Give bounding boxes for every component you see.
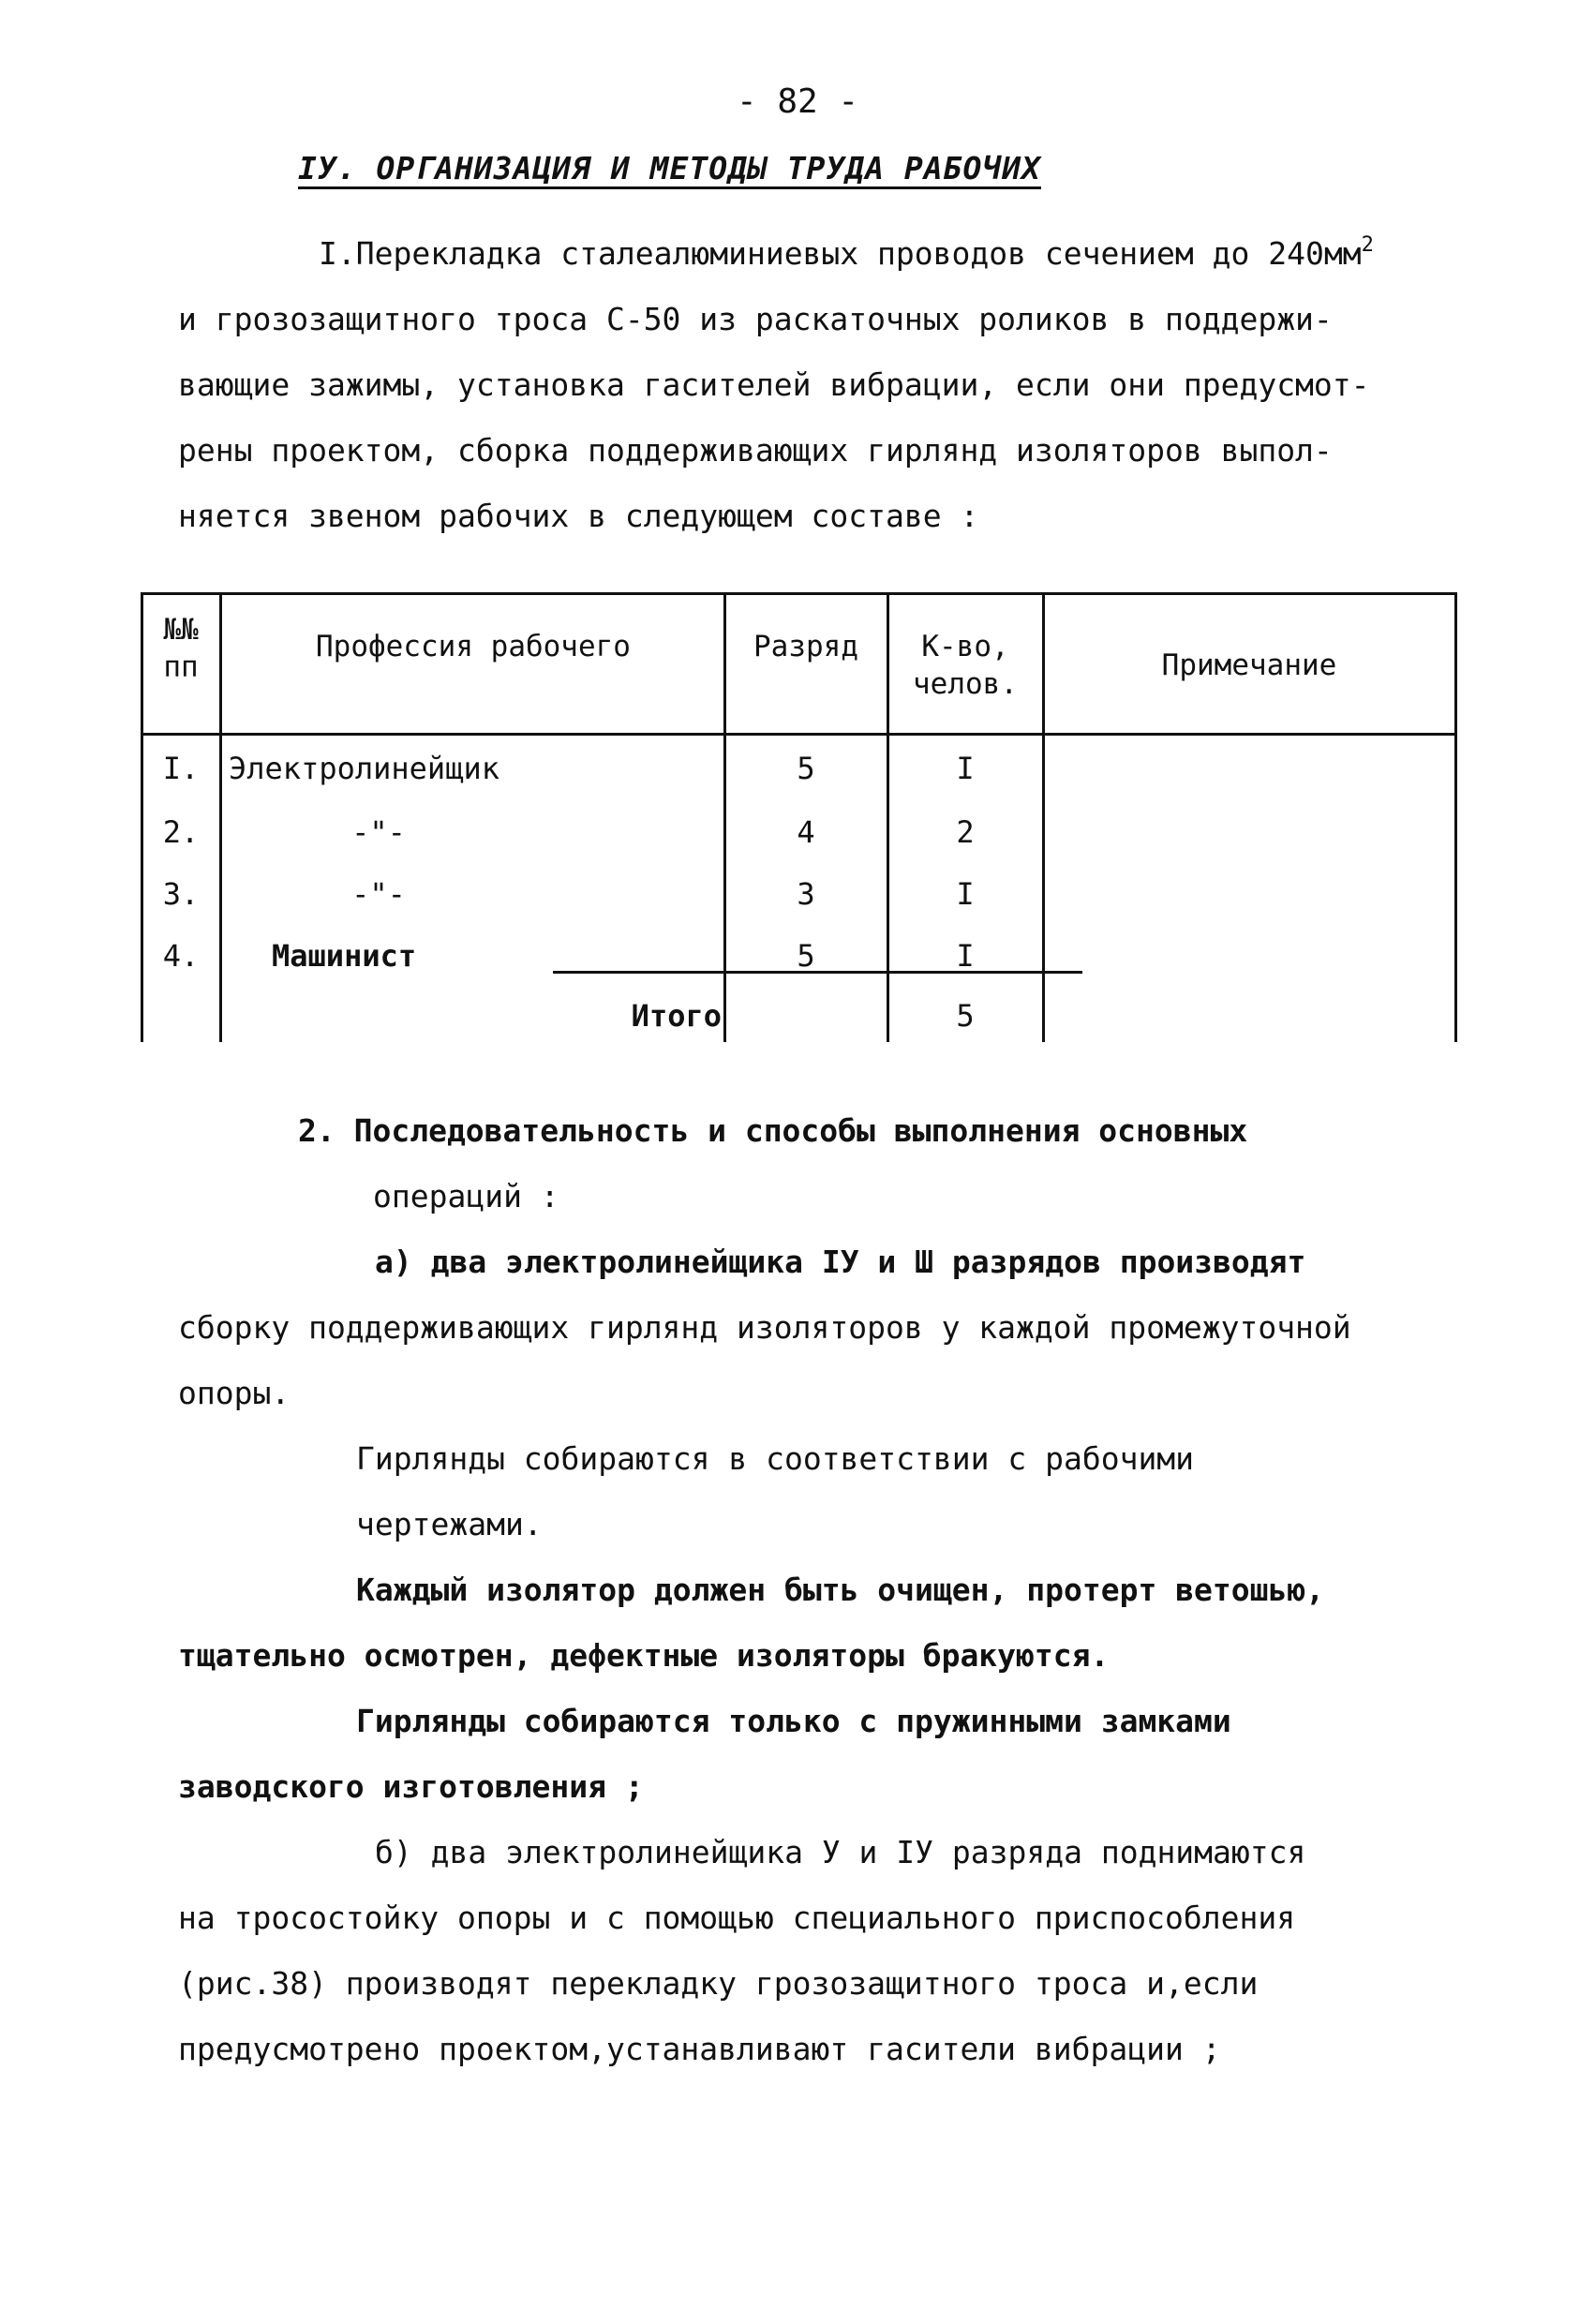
item-a-line-3: опоры. (178, 1375, 291, 1411)
garlands-2-line-1: Гирлянды собираются только с пружинными замками (356, 1703, 1231, 1739)
table-divider-num (219, 592, 222, 1042)
header-num (144, 611, 217, 686)
paragraph-1-line-1 (178, 221, 1471, 287)
item-b-line-1: б) два электролинейщика У и IУ разряда поднимаются (375, 1834, 1306, 1870)
row-3-num: 3. (162, 876, 200, 912)
insulator-line-1: Каждый изолятор должен быть очищен, протерт ветошью, (356, 1572, 1325, 1608)
header-count-line-1: К-во, (921, 630, 1009, 663)
item-b (178, 1820, 1471, 2082)
insulator-line-2: тщательно осмотрен, дефектные изоляторы бракуются. (178, 1637, 1110, 1674)
row-2-count: 2 (956, 814, 975, 850)
section-2-title-line-1: 2. Последовательность и способы выполнения основных (298, 1112, 1248, 1149)
table-divider-grade (887, 592, 889, 1042)
paragraph-1-line-3: вающие зажимы, установка гасителей вибрации, если они предусмот- (178, 366, 1370, 403)
item-b-line-3: (рис.38) производят перекладку грозозащитного троса и,если (178, 1965, 1259, 2002)
section-2-title-line-2: операций : (373, 1178, 559, 1214)
row-2-grade: 4 (797, 814, 815, 850)
item-b-line-2: на тросостойку опоры и с помощью специального приспособления (178, 1899, 1296, 1936)
superscript: 2 (1361, 233, 1374, 257)
table-divider-count (1042, 592, 1045, 1042)
table-border-left (141, 592, 143, 1042)
row-3-count: I (956, 876, 975, 912)
row-3-grade: 3 (797, 876, 815, 912)
paragraph-1 (178, 221, 1471, 549)
table-header-border (141, 733, 1457, 736)
paragraph-1-line-2: и грозозащитного троса С-50 из раскаточных роликов в поддержи- (178, 301, 1333, 337)
table-top-border (141, 592, 1457, 595)
header-count (890, 628, 1040, 703)
garlands-1-line-1: Гирлянды собираются в соответствии с рабочими (356, 1440, 1195, 1477)
header-grade: Разряд (753, 630, 858, 663)
total-label: Итого (631, 998, 722, 1034)
page-number: - 82 - (736, 82, 859, 121)
header-count-line-2: челов. (913, 667, 1018, 701)
row-4-profession: Машинист (272, 938, 417, 974)
header-note: Примечание (1161, 648, 1337, 682)
insulator-paragraph (178, 1557, 1471, 1689)
row-4-count: I (956, 938, 975, 974)
row-2-profession: -"- (351, 814, 406, 850)
total-value: 5 (956, 998, 975, 1034)
item-a-line-1: а) два электролинейщика IУ и Ш разрядов производят (375, 1244, 1306, 1280)
header-profession: Профессия рабочего (316, 630, 631, 663)
row-1-grade: 5 (797, 751, 815, 786)
row-4-num: 4. (162, 938, 200, 974)
row-1-count: I (956, 751, 975, 786)
garlands-2-line-2: заводского изготовления ; (178, 1768, 644, 1805)
item-a (178, 1229, 1471, 1426)
section-2-title (298, 1098, 1469, 1229)
section-heading: IУ. ОРГАНИЗАЦИЯ И МЕТОДЫ ТРУДА РАБОЧИХ (298, 150, 1041, 186)
row-1-profession: Электролинейщик (229, 751, 499, 786)
header-num-line-1: №№ (163, 613, 199, 647)
garlands-1-line-2: чертежами. (356, 1506, 543, 1542)
row-4-grade: 5 (797, 938, 815, 974)
table-border-right (1454, 592, 1457, 1042)
garlands-paragraph-2 (178, 1689, 1471, 1820)
garlands-paragraph-1 (178, 1426, 1471, 1557)
row-2-num: 2. (162, 814, 200, 850)
table-divider-profession (723, 592, 726, 1042)
item-b-line-4: предусмотрено проектом,устанавливают гасители вибрации ; (178, 2031, 1221, 2067)
header-num-line-2: пп (163, 650, 199, 684)
paragraph-1-line-5: няется звеном рабочих в следующем составе : (178, 498, 979, 534)
paragraph-1-line-4: рены проектом, сборка поддерживающих гирлянд изоляторов выпол- (178, 432, 1333, 469)
row-1-num: I. (162, 751, 200, 786)
item-a-line-2: сборку поддерживающих гирлянд изоляторов у каждой промежуточной (178, 1309, 1351, 1346)
paragraph-1-line-1-text: I.Перекладка сталеалюминиевых проводов сечением до 240мм (319, 235, 1362, 272)
crew-table (141, 592, 1457, 1042)
row-3-profession: -"- (351, 876, 406, 912)
